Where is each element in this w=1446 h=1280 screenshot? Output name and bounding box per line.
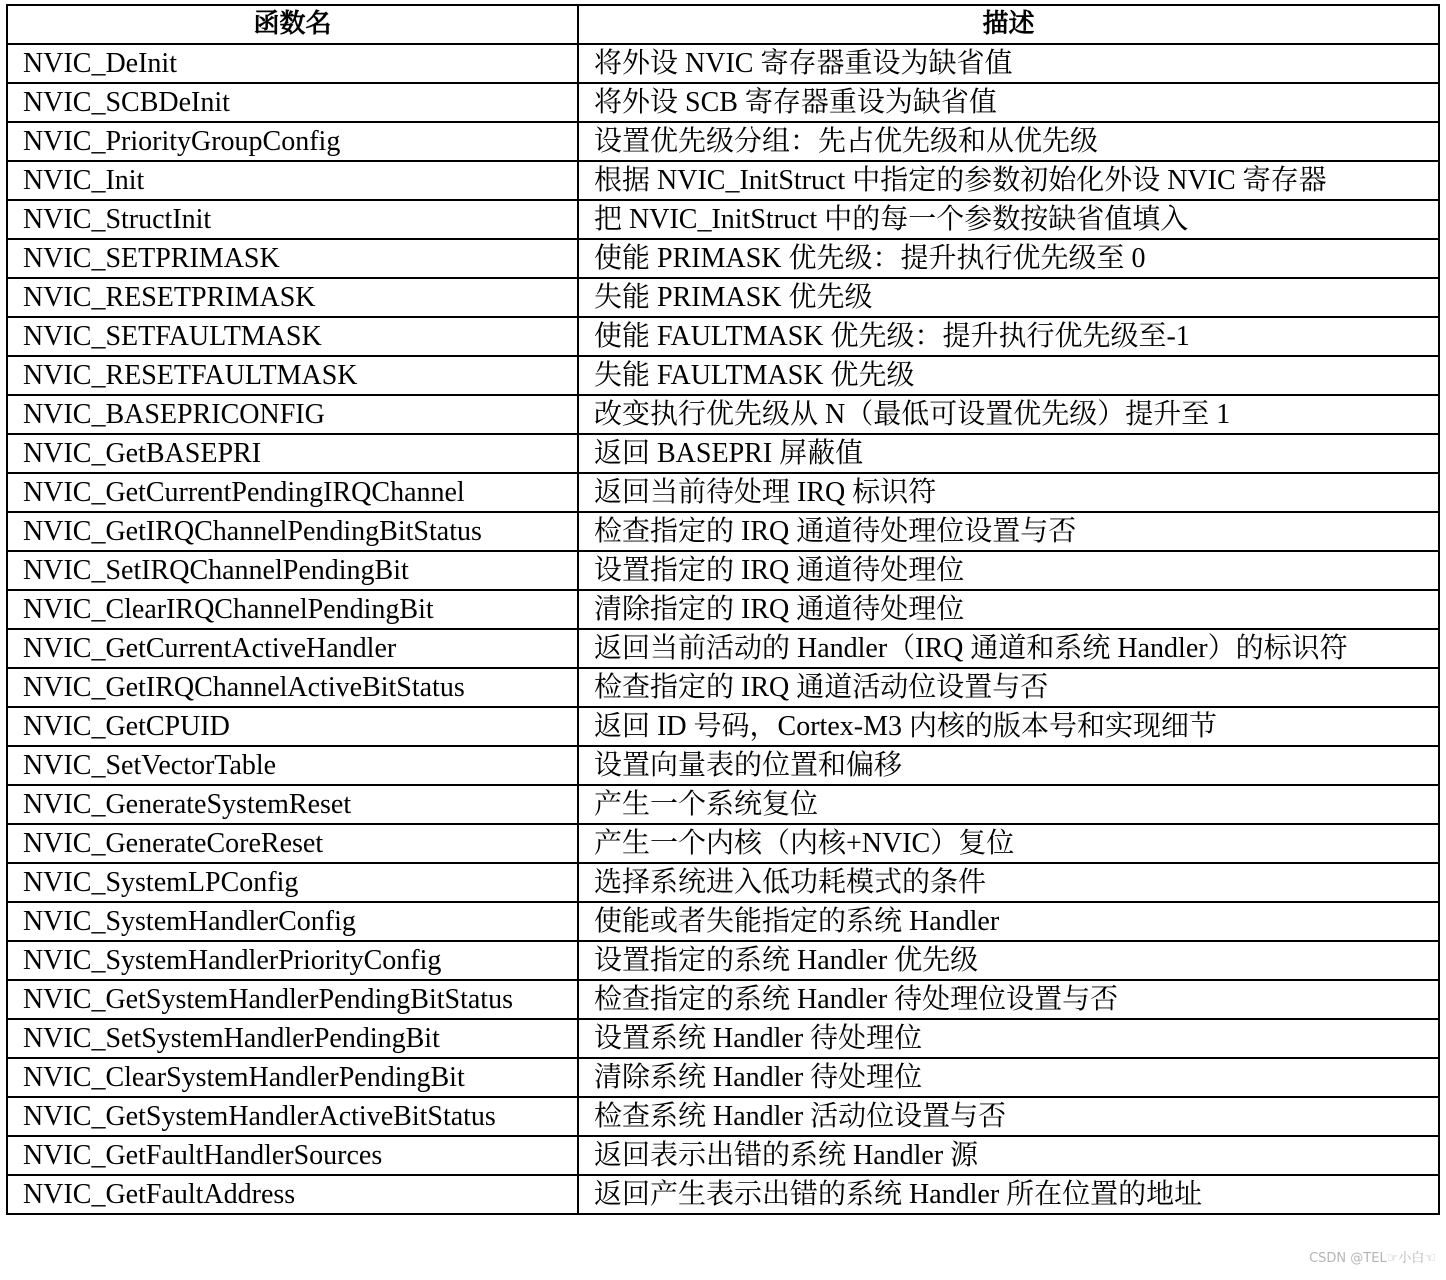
description-cell: 检查系统 Handler 活动位设置与否 xyxy=(578,1097,1439,1136)
description-cell: 失能 PRIMASK 优先级 xyxy=(578,278,1439,317)
function-name-cell: NVIC_ClearIRQChannelPendingBit xyxy=(7,590,578,629)
description-cell: 将外设 SCB 寄存器重设为缺省值 xyxy=(578,83,1439,122)
table-row xyxy=(7,317,1439,356)
column-header-function-name: 函数名 xyxy=(7,5,578,44)
function-table xyxy=(6,4,1440,1215)
description-cell: 使能或者失能指定的系统 Handler xyxy=(578,902,1439,941)
function-name-cell: NVIC_GetFaultAddress xyxy=(7,1175,578,1214)
description-cell: 清除指定的 IRQ 通道待处理位 xyxy=(578,590,1439,629)
function-name-cell: NVIC_SystemLPConfig xyxy=(7,863,578,902)
table-row xyxy=(7,551,1439,590)
function-name-cell: NVIC_GetCurrentActiveHandler xyxy=(7,629,578,668)
column-header-description: 描述 xyxy=(578,5,1439,44)
function-name-cell: NVIC_RESETFAULTMASK xyxy=(7,356,578,395)
function-name-cell: NVIC_SetVectorTable xyxy=(7,746,578,785)
function-name-cell: NVIC_GenerateCoreReset xyxy=(7,824,578,863)
description-cell: 检查指定的 IRQ 通道活动位设置与否 xyxy=(578,668,1439,707)
table-row xyxy=(7,1136,1439,1175)
description-cell: 改变执行优先级从 N（最低可设置优先级）提升至 1 xyxy=(578,395,1439,434)
function-name-cell: NVIC_SystemHandlerPriorityConfig xyxy=(7,941,578,980)
description-cell: 把 NVIC_InitStruct 中的每一个参数按缺省值填入 xyxy=(578,200,1439,239)
table-row xyxy=(7,707,1439,746)
watermark: CSDN @TEL☞小白☜ xyxy=(1309,1251,1436,1266)
table-row xyxy=(7,980,1439,1019)
table-row xyxy=(7,1175,1439,1214)
table-row xyxy=(7,395,1439,434)
function-name-cell: NVIC_SetSystemHandlerPendingBit xyxy=(7,1019,578,1058)
function-name-cell: NVIC_SETFAULTMASK xyxy=(7,317,578,356)
description-cell: 清除系统 Handler 待处理位 xyxy=(578,1058,1439,1097)
table-row xyxy=(7,1097,1439,1136)
description-cell: 使能 PRIMASK 优先级：提升执行优先级至 0 xyxy=(578,239,1439,278)
description-cell: 返回 BASEPRI 屏蔽值 xyxy=(578,434,1439,473)
function-name-cell: NVIC_StructInit xyxy=(7,200,578,239)
description-cell: 根据 NVIC_InitStruct 中指定的参数初始化外设 NVIC 寄存器 xyxy=(578,161,1439,200)
table-row xyxy=(7,239,1439,278)
table-row xyxy=(7,44,1439,83)
description-cell: 设置指定的系统 Handler 优先级 xyxy=(578,941,1439,980)
table-row xyxy=(7,668,1439,707)
description-cell: 设置向量表的位置和偏移 xyxy=(578,746,1439,785)
table-body xyxy=(7,44,1439,1214)
function-name-cell: NVIC_SCBDeInit xyxy=(7,83,578,122)
description-cell: 返回 ID 号码，Cortex-M3 内核的版本号和实现细节 xyxy=(578,707,1439,746)
function-name-cell: NVIC_GetSystemHandlerPendingBitStatus xyxy=(7,980,578,1019)
table-row xyxy=(7,824,1439,863)
table-row xyxy=(7,746,1439,785)
table-row xyxy=(7,122,1439,161)
function-name-cell: NVIC_BASEPRICONFIG xyxy=(7,395,578,434)
description-cell: 检查指定的 IRQ 通道待处理位设置与否 xyxy=(578,512,1439,551)
function-name-cell: NVIC_GenerateSystemReset xyxy=(7,785,578,824)
table-row xyxy=(7,590,1439,629)
table-row xyxy=(7,278,1439,317)
description-cell: 返回当前活动的 Handler（IRQ 通道和系统 Handler）的标识符 xyxy=(578,629,1439,668)
function-name-cell: NVIC_SETPRIMASK xyxy=(7,239,578,278)
table-row xyxy=(7,1058,1439,1097)
function-name-cell: NVIC_GetCPUID xyxy=(7,707,578,746)
table-row xyxy=(7,1019,1439,1058)
function-name-cell: NVIC_SetIRQChannelPendingBit xyxy=(7,551,578,590)
function-name-cell: NVIC_GetSystemHandlerActiveBitStatus xyxy=(7,1097,578,1136)
function-name-cell: NVIC_GetIRQChannelActiveBitStatus xyxy=(7,668,578,707)
function-name-cell: NVIC_PriorityGroupConfig xyxy=(7,122,578,161)
function-name-cell: NVIC_GetIRQChannelPendingBitStatus xyxy=(7,512,578,551)
function-name-cell: NVIC_Init xyxy=(7,161,578,200)
description-cell: 返回当前待处理 IRQ 标识符 xyxy=(578,473,1439,512)
description-cell: 检查指定的系统 Handler 待处理位设置与否 xyxy=(578,980,1439,1019)
table-row xyxy=(7,512,1439,551)
table-row xyxy=(7,161,1439,200)
description-cell: 失能 FAULTMASK 优先级 xyxy=(578,356,1439,395)
function-name-cell: NVIC_DeInit xyxy=(7,44,578,83)
function-name-cell: NVIC_GetCurrentPendingIRQChannel xyxy=(7,473,578,512)
table-row xyxy=(7,902,1439,941)
description-cell: 返回产生表示出错的系统 Handler 所在位置的地址 xyxy=(578,1175,1439,1214)
function-name-cell: NVIC_ClearSystemHandlerPendingBit xyxy=(7,1058,578,1097)
description-cell: 使能 FAULTMASK 优先级：提升执行优先级至-1 xyxy=(578,317,1439,356)
table-row xyxy=(7,863,1439,902)
description-cell: 返回表示出错的系统 Handler 源 xyxy=(578,1136,1439,1175)
table-row xyxy=(7,629,1439,668)
description-cell: 设置优先级分组：先占优先级和从优先级 xyxy=(578,122,1439,161)
function-name-cell: NVIC_SystemHandlerConfig xyxy=(7,902,578,941)
table-row xyxy=(7,941,1439,980)
description-cell: 设置指定的 IRQ 通道待处理位 xyxy=(578,551,1439,590)
description-cell: 将外设 NVIC 寄存器重设为缺省值 xyxy=(578,44,1439,83)
function-name-cell: NVIC_GetFaultHandlerSources xyxy=(7,1136,578,1175)
function-name-cell: NVIC_GetBASEPRI xyxy=(7,434,578,473)
table-row xyxy=(7,434,1439,473)
table-row xyxy=(7,473,1439,512)
description-cell: 设置系统 Handler 待处理位 xyxy=(578,1019,1439,1058)
function-name-cell: NVIC_RESETPRIMASK xyxy=(7,278,578,317)
table-row xyxy=(7,83,1439,122)
table-row xyxy=(7,356,1439,395)
table-header-row xyxy=(7,5,1439,44)
table-row xyxy=(7,785,1439,824)
table-row xyxy=(7,200,1439,239)
description-cell: 产生一个系统复位 xyxy=(578,785,1439,824)
description-cell: 产生一个内核（内核+NVIC）复位 xyxy=(578,824,1439,863)
description-cell: 选择系统进入低功耗模式的条件 xyxy=(578,863,1439,902)
